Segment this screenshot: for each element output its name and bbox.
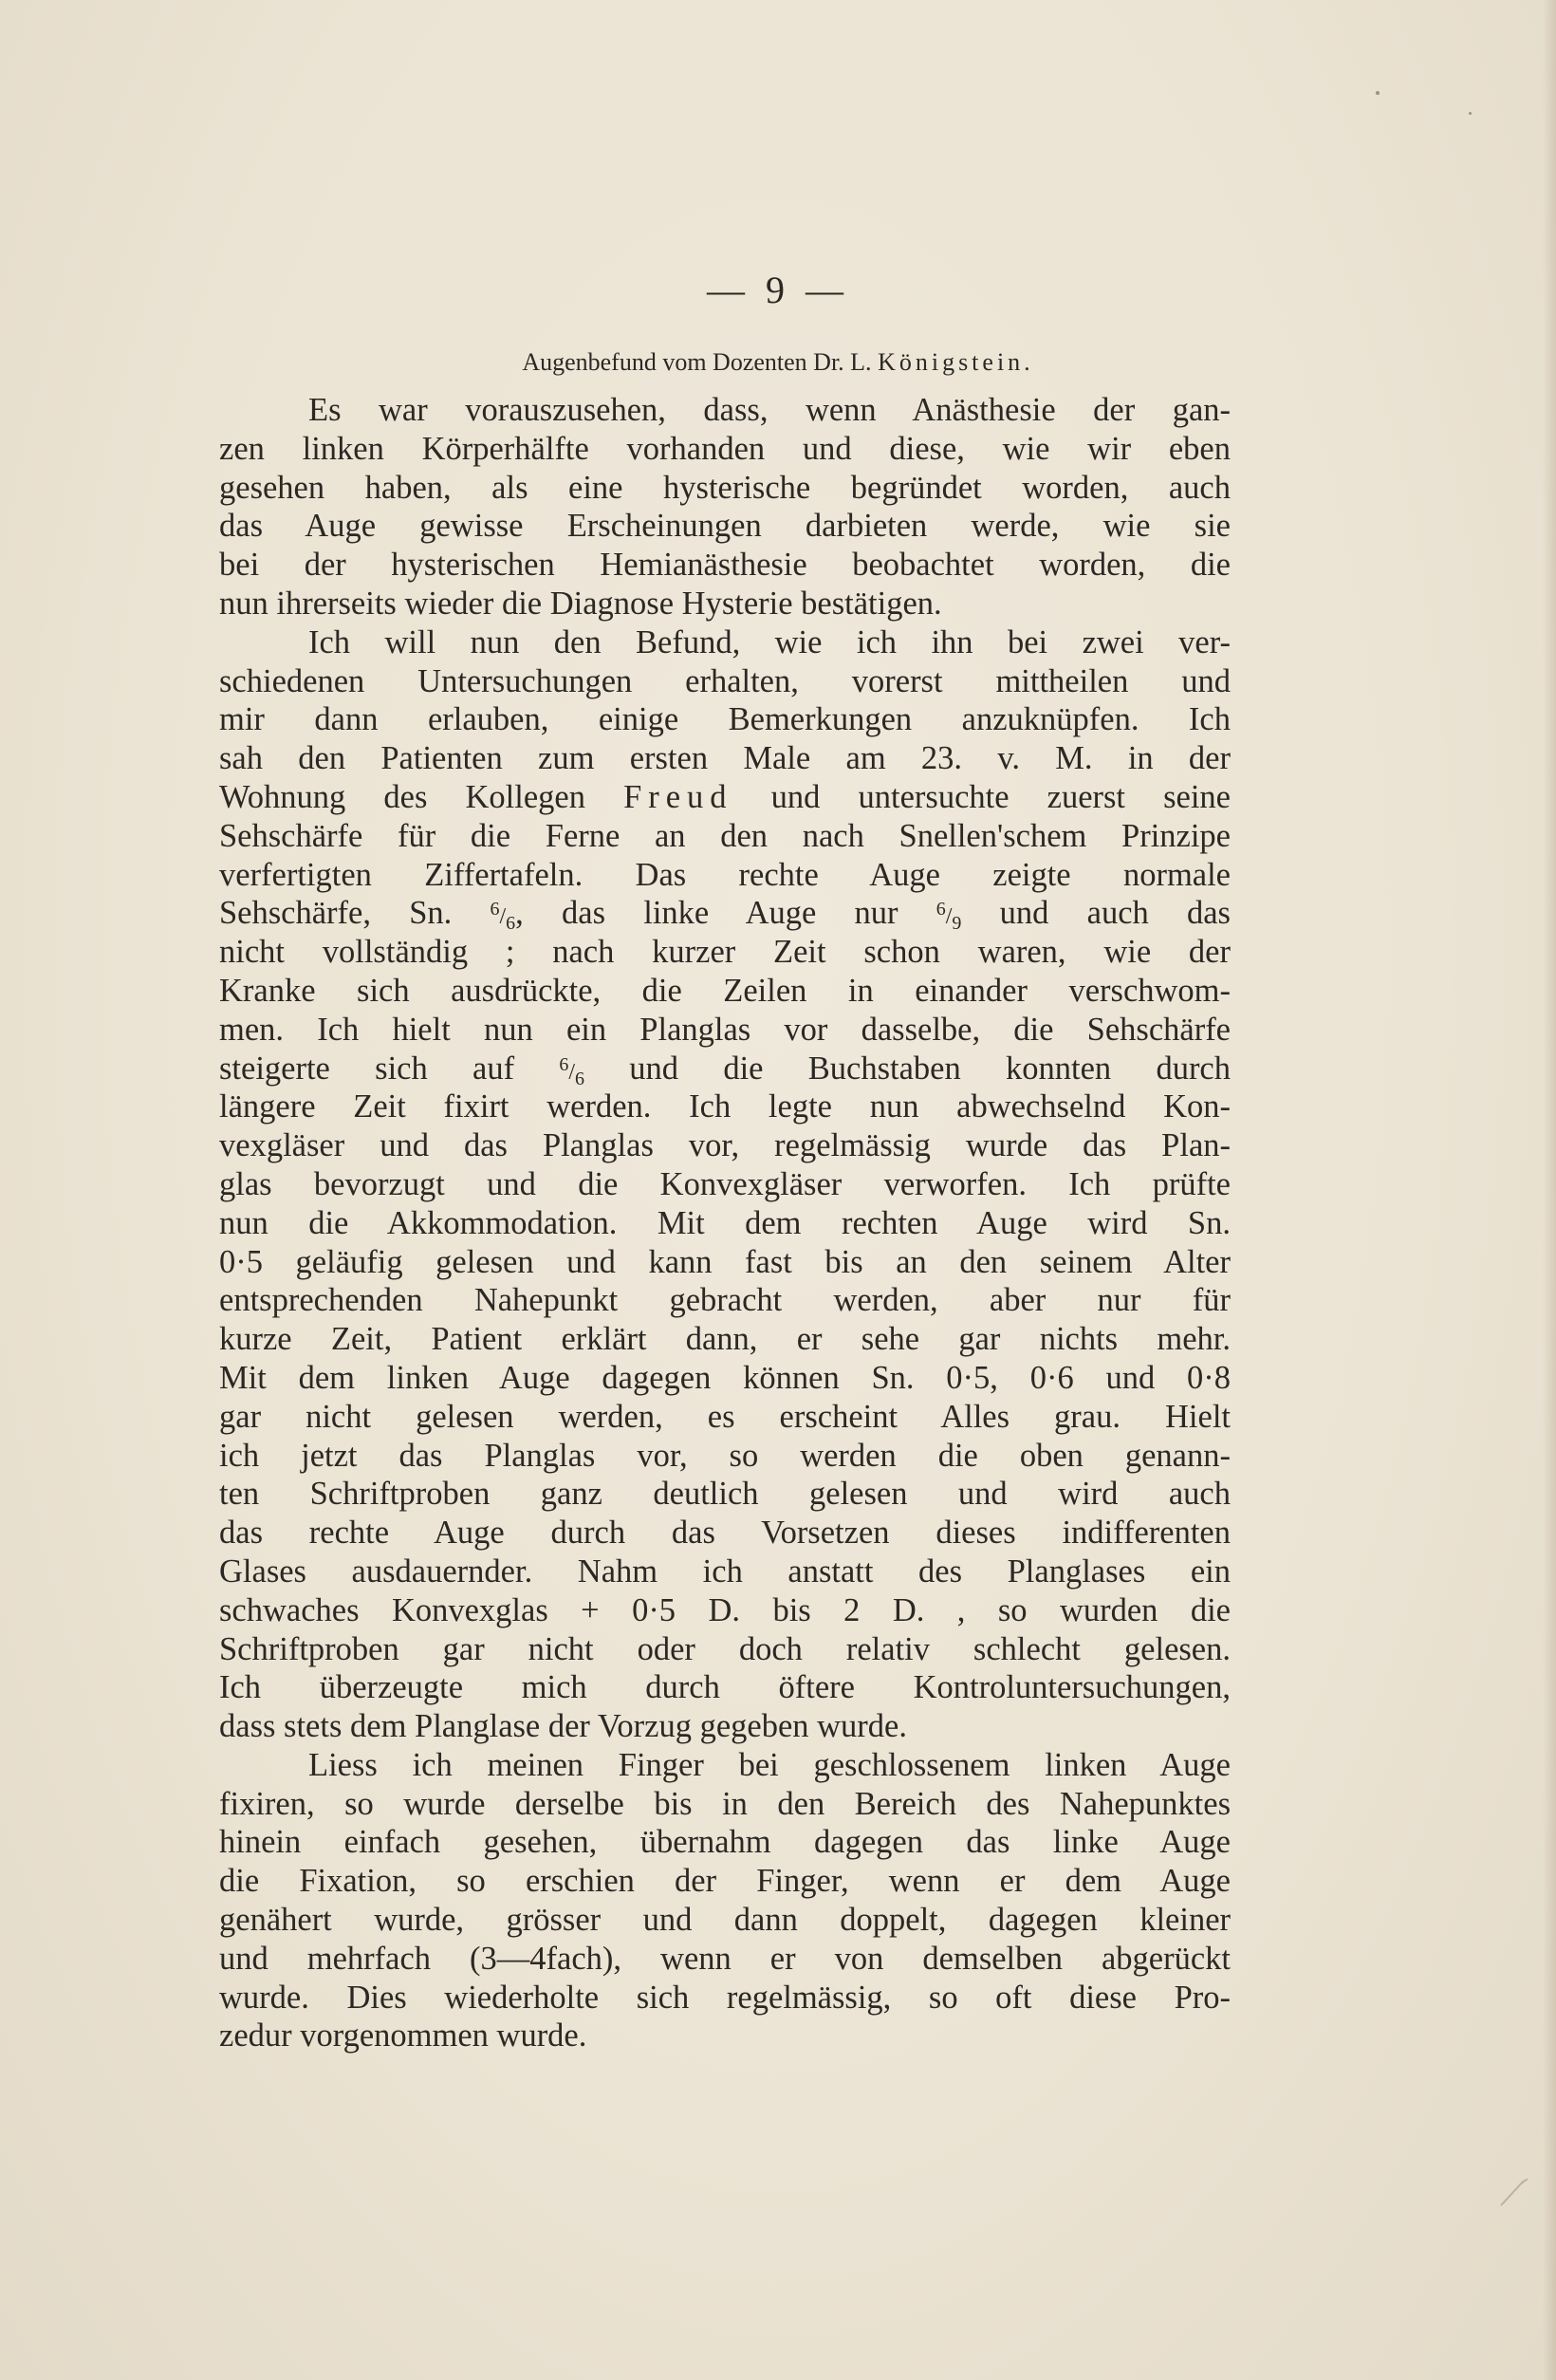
text-line: Mit dem linken Auge dagegen können Sn. 0·5, 0·6 und 0·8: [219, 1359, 1231, 1396]
text-line: längere Zeit fixirt werden. Ich legte nun abwechselnd Kon-: [219, 1088, 1231, 1125]
fraction: $^6/_9$: [935, 899, 962, 935]
text-line: die Fixation, so erschien der Finger, wenn er dem Auge: [219, 1863, 1231, 1900]
text-segment: Sehschärfe, Sn.: [219, 895, 491, 932]
text-line: [219, 778, 1231, 817]
text-line: nun ihrerseits wieder die Diagnose Hysterie bestätigen.: [219, 585, 942, 622]
page-number: — 9 —: [707, 269, 849, 311]
text-line: men. Ich hielt nun ein Planglas vor dasselbe, die Sehschärfe: [219, 1011, 1231, 1048]
text-line: dass stets dem Planglase der Vorzug gegeben wurde.: [219, 1708, 907, 1745]
text-line: nicht vollständig ; nach kurzer Zeit schon waren, wie der: [219, 934, 1231, 971]
heading-name: Königstein.: [878, 348, 1034, 376]
heading-prefix: Augenbefund vom Dozenten Dr. L.: [522, 348, 879, 376]
text-line: entsprechenden Nahepunkt gebracht werden, aber nur für: [219, 1282, 1231, 1319]
text-line: Glases ausdauernder. Nahm ich anstatt des Planglases ein: [219, 1553, 1231, 1590]
text-line: Ich will nun den Befund, wie ich ihn bei zwei ver-: [308, 623, 1231, 660]
text-line: das rechte Auge durch das Vorsetzen dieses indifferenten: [219, 1515, 1231, 1552]
text-line: Sehschärfe für die Ferne an den nach Snellen'schem Prinzipe: [219, 817, 1231, 854]
text-line: verfertigten Ziffertafeln. Das rechte Auge zeigte normale: [219, 856, 1231, 893]
text-line: kurze Zeit, Patient erklärt dann, er sehe gar nichts mehr.: [219, 1321, 1231, 1358]
text-segment: und die Buchstaben konnten durch: [584, 1050, 1231, 1087]
spaced-name: Freud: [623, 778, 733, 815]
text-line: sah den Patienten zum ersten Male am 23. v. M. in der: [219, 740, 1231, 777]
text-segment: und auch das: [961, 895, 1231, 932]
text-line: und mehrfach (3—4fach), wenn er von demselben abgerückt: [219, 1940, 1231, 1977]
text-line: ich jetzt das Planglas vor, so werden die oben genann-: [219, 1437, 1231, 1474]
paper-speck: [1469, 112, 1472, 115]
text-line: glas bevorzugt und die Konvexgläser verworfen. Ich prüfte: [219, 1165, 1231, 1202]
text-line: vexgläser und das Planglas vor, regelmässig wurde das Plan-: [219, 1127, 1231, 1164]
text-line: nun die Akkommodation. Mit dem rechten Auge wird Sn.: [219, 1204, 1231, 1241]
text-line: hinein einfach gesehen, übernahm dagegen das linke Auge: [219, 1824, 1231, 1861]
text-line: gesehen haben, als eine hysterische begründet worden, auch: [219, 469, 1231, 506]
text-line: mir dann erlauben, einige Bemerkungen anzuknüpfen. Ich: [219, 701, 1231, 738]
text-line: Liess ich meinen Finger bei geschlossenem linken Auge: [308, 1746, 1231, 1783]
text-segment: steigerte sich auf: [219, 1050, 560, 1087]
fraction: $^6/_6$: [559, 1053, 585, 1089]
text-line: Kranke sich ausdrückte, die Zeilen in einander verschwom-: [219, 972, 1231, 1009]
pencil-mark-icon: [1495, 2173, 1533, 2211]
text-line: ten Schriftproben ganz deutlich gelesen und wird auch: [219, 1476, 1231, 1513]
body-text: [219, 391, 1231, 2055]
text-segment: , das linke Auge nur: [515, 895, 936, 932]
text-line: schiedenen Untersuchungen erhalten, vorerst mittheilen und: [219, 662, 1231, 699]
fraction: $^6/_6$: [490, 899, 516, 935]
paper-speck: [1376, 91, 1380, 95]
text-line: 0·5 geläufig gelesen und kann fast bis an den seinem Alter: [219, 1243, 1231, 1280]
text-segment: Wohnung des Kollegen: [219, 778, 624, 815]
text-line: Ich überzeugte mich durch öftere Kontroluntersuchungen,: [219, 1669, 1231, 1706]
text-line: zedur vorgenommen wurde.: [219, 2017, 587, 2055]
text-line: zen linken Körperhälfte vorhanden und diese, wie wir eben: [219, 430, 1231, 467]
text-line: bei der hysterischen Hemianästhesie beobachtet worden, die: [219, 547, 1231, 584]
section-heading: [0, 348, 1556, 377]
text-segment: und untersuchte zuerst seine: [732, 778, 1231, 815]
text-line: Es war vorauszusehen, dass, wenn Anästhesie der gan-: [308, 392, 1231, 428]
text-line: schwaches Konvexglas + 0·5 D. bis 2 D. , so wurden die: [219, 1591, 1231, 1628]
text-line: gar nicht gelesen werden, es erscheint Alles grau. Hielt: [219, 1398, 1231, 1435]
text-line: genähert wurde, grösser und dann doppelt, dagegen kleiner: [219, 1902, 1231, 1939]
text-line: [219, 894, 1231, 933]
text-line: das Auge gewisse Erscheinungen darbieten werde, wie sie: [219, 508, 1231, 545]
text-line: wurde. Dies wiederholte sich regelmässig, so oft diese Pro-: [219, 1979, 1231, 2016]
text-line: [219, 1050, 1231, 1088]
text-line: Schriftproben gar nicht oder doch relativ schlecht gelesen.: [219, 1630, 1231, 1667]
text-line: fixiren, so wurde derselbe bis in den Bereich des Nahepunktes: [219, 1785, 1231, 1822]
